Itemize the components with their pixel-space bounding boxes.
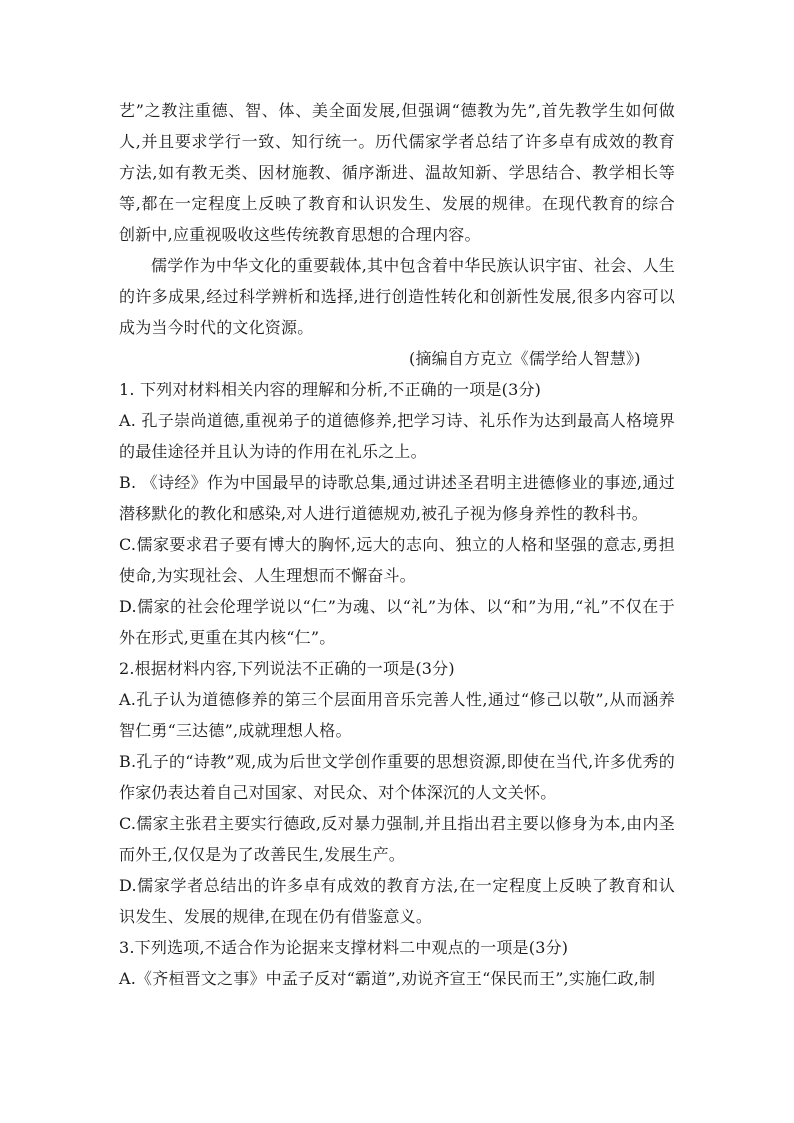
option-a: A.孔子认为道德修养的第三个层面用音乐完善人性,通过“修己以敬”,从而涵养智仁勇“三达德”,成就理想人格。 xyxy=(119,690,675,740)
option-a: A. 孔子崇尚道德,重视弟子的道德修养,把学习诗、礼乐作为达到最高人格境界的最佳途径并且认为诗的作用在礼乐之上。 xyxy=(119,411,675,461)
option-c: C.儒家主张君主要实行德政,反对暴力强制,并且指出君主要以修身为本,由内圣而外王,仅仅是为了改善民生,发展生产。 xyxy=(119,814,675,864)
question-stem: 3.下列选项,不适合作为论据来支撑材料二中观点的一项是(3分) xyxy=(119,938,569,957)
option-d: D.儒家的社会伦理学说以“仁”为魂、以“礼”为体、以“和”为用,“礼”不仅在于外在形式,更重在其内核“仁”。 xyxy=(119,597,675,647)
option-a: A.《齐桓晋文之事》中孟子反对“霸道”,劝说齐宣王“保民而王”,实施仁政,制 xyxy=(119,969,656,988)
question-stem: 2.根据材料内容,下列说法不正确的一项是(3分) xyxy=(119,659,455,678)
question-2 xyxy=(119,653,675,932)
source-citation: (摘编自方克立《儒学给人智慧》) xyxy=(409,349,641,368)
question-stem: 1. 下列对材料相关内容的理解和分析,不正确的一项是(3分) xyxy=(119,380,542,399)
option-b: B.孔子的“诗教”观,成为后世文学创作重要的思想资源,即使在当代,许多优秀的作家仍表达着自己对国家、对民众、对个体深沉的人文关怀。 xyxy=(119,752,675,802)
option-d: D.儒家学者总结出的许多卓有成效的教育方法,在一定程度上反映了教育和认识发生、发展的规律,在现在仍有借鉴意义。 xyxy=(119,876,675,926)
paragraph: 儒学作为中华文化的重要载体,其中包含着中华民族认识宇宙、社会、人生的许多成果,经过科学辨析和选择,进行创造性转化和创新性发展,很多内容可以成为当今时代的文化资源。 xyxy=(119,256,675,337)
question-3 xyxy=(119,932,675,994)
option-b: B. 《诗经》作为中国最早的诗歌总集,通过讲述圣君明主进德修业的事迹,通过潜移默化的教化和感染,对人进行道德规劝,被孔子视为修身养性的教科书。 xyxy=(119,473,675,523)
option-c: C.儒家要求君子要有博大的胸怀,远大的志向、独立的人格和坚强的意志,勇担使命,为实现社会、人生理想而不懈奋斗。 xyxy=(119,535,675,585)
document-body xyxy=(119,95,675,994)
paragraph-continuation: 艺”之教注重德、智、体、美全面发展,但强调“德教为先”,首先教学生如何做人,并且要求学行一致、知行统一。历代儒家学者总结了许多卓有成效的教育方法,如有教无类、因材施教、循序渐进、温故知新、学思结合、教学相长等等,都在一定程度上反映了教育和认识发生、发展的规律。在现代教育的综合创新中,应重视吸收这些传统教育思想的合理内容。 xyxy=(119,101,675,244)
question-1 xyxy=(119,374,675,653)
